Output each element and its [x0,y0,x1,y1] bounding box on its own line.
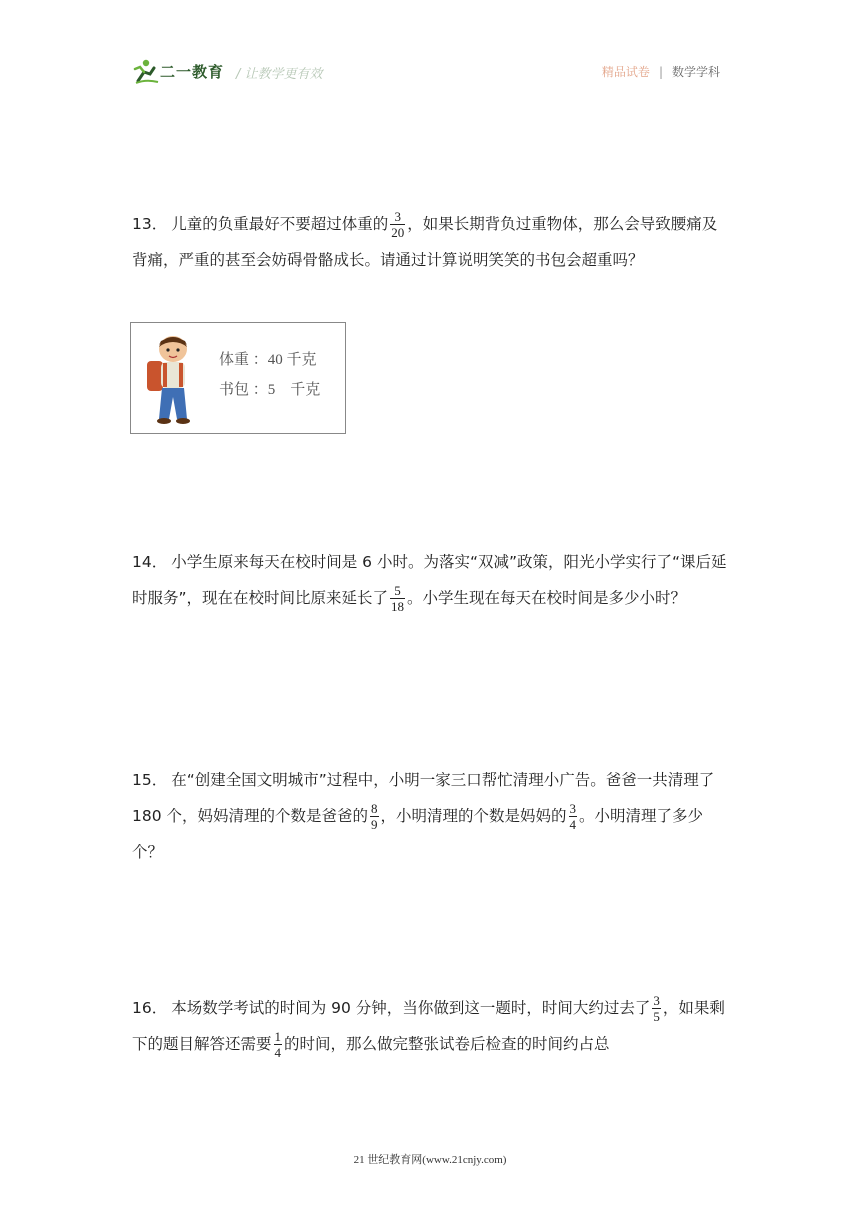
fraction [569,801,578,832]
fraction [274,1029,283,1060]
question-15 [132,762,727,870]
bag-line: 书包 ：5 千克 [219,382,321,398]
question-13 [132,206,727,278]
question-text: 本场数学考试的时间为 90 分钟，当你做到这一题时，时间大约过去了 [171,999,651,1017]
fraction-numerator: 5 [390,583,405,599]
logo-text: 二一教育 [160,63,225,81]
fraction-numerator: 3 [390,209,405,225]
question-text: 。小明清理了多少个？ [132,807,704,861]
fraction [390,209,405,240]
header-right [602,63,720,80]
question-text: ，小明清理的个数是妈妈的 [380,807,567,825]
fraction-denominator: 20 [391,225,405,240]
slogan: / 让教学更有效 [236,67,323,82]
fraction-numerator: 3 [653,993,660,1008]
subject-label: 数学学科 [671,65,720,79]
question-text: 儿童的负重最好不要超过体重的 [171,215,389,233]
question-14 [132,544,727,616]
question-text: 小学生原来每天在校时间是 6 小时。为落实“双减”政策，阳光小学实行了“课后延时服务”，现在在校时间比原来延长了 [132,553,727,607]
fraction-denominator: 5 [653,1009,660,1024]
question-text: 在“创建全国文明城市”过程中，小明一家三口帮忙清理小广告。爸爸一共清理了 180 个，妈妈清理的个数是爸爸的 [132,771,715,825]
fraction-denominator: 4 [569,817,577,832]
fraction-denominator: 9 [371,817,378,832]
fraction-denominator: 4 [274,1045,282,1060]
fraction [370,801,379,832]
page-header [132,52,720,92]
question-number: 16． [132,999,168,1017]
header-separator: | [658,65,663,79]
fraction-numerator: 3 [569,801,577,816]
fraction-numerator: 8 [371,801,378,816]
fraction-denominator: 18 [391,599,405,614]
question-number: 15． [132,771,168,789]
question-text: 的时间，那么做完整张试卷后检查的时间约占总 [284,1035,610,1053]
quality-tag: 精品试卷 [601,65,650,79]
question-text: ，如果剩下的题目解答还需要 [132,999,725,1053]
question-number: 13． [132,215,168,233]
page-footer: 21 世纪教育网(www.21cnjy.com) [353,1154,507,1166]
fraction-numerator: 1 [274,1029,282,1044]
question-13-figure [130,322,346,434]
boy-with-backpack-icon [141,333,201,427]
fraction [652,993,661,1024]
fraction [390,583,405,614]
question-16 [132,990,727,1062]
question-number: 14． [132,553,168,571]
figure-info [219,345,320,405]
question-text: ，如果长期背负过重物体，那么会导致腰痛及背痛，严重的甚至会妨碍骨骼成长。请通过计算说明笑笑的书包会超重吗？ [132,215,718,269]
question-text: 。小学生现在每天在校时间是多少小时？ [407,589,687,607]
weight-line: 体重 ：40 千克 [219,352,317,368]
